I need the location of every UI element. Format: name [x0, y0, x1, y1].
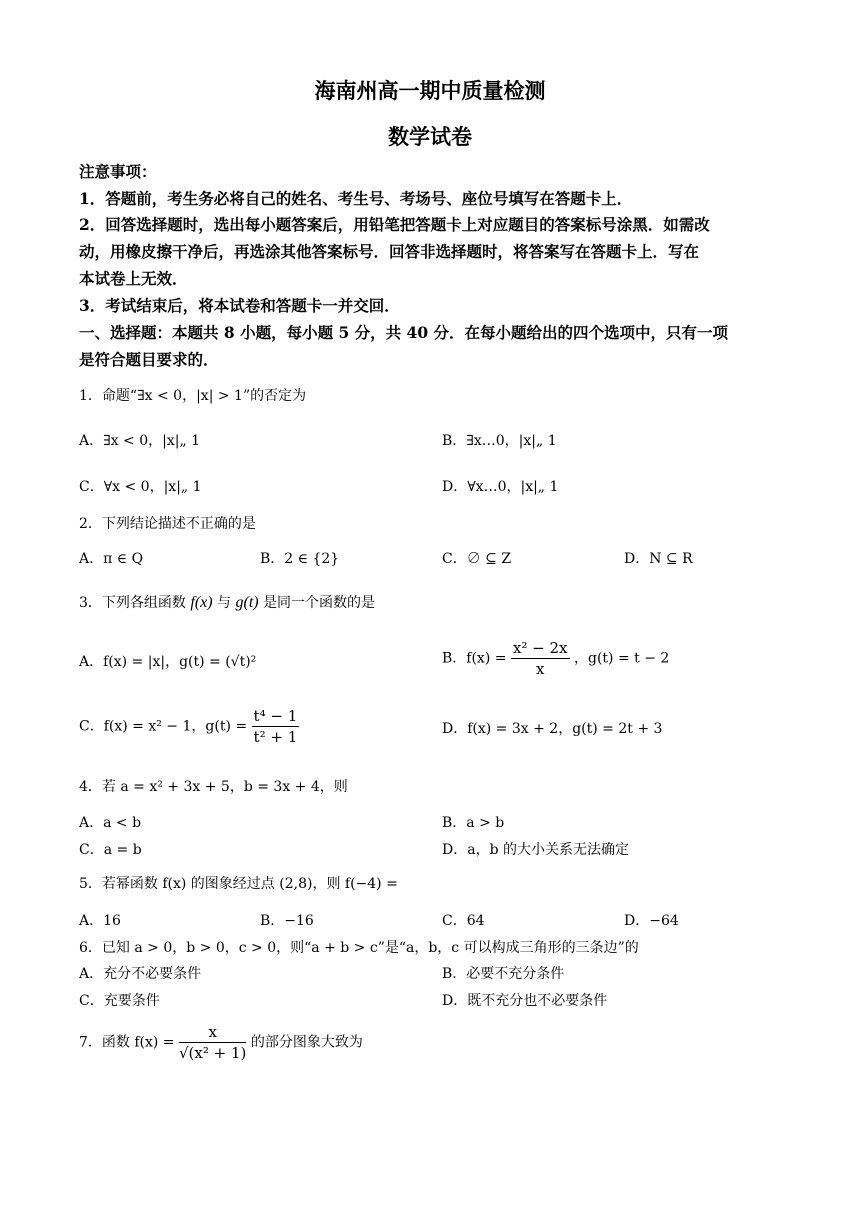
question-2-stem: 2．下列结论描述不正确的是	[79, 516, 256, 532]
question-3-option-c-prefix: C．f(x) = x² − 1，g(t) =	[79, 718, 248, 735]
question-6-stem: 6．已知 a > 0，b > 0，c > 0，则“a + b > c”是“a，b，c 可以构成三角形的三条边”的	[79, 940, 639, 956]
question-4-option-c: C．a = b	[79, 842, 142, 858]
section-heading-2: 是符合题目要求的．	[79, 350, 219, 369]
question-3-option-b-fraction	[511, 638, 570, 679]
question-5-option-c: C．64	[442, 913, 485, 929]
question-3-g-label: g(t)	[235, 594, 259, 611]
question-3-stem-b: 与	[217, 595, 232, 611]
question-1-stem: 1．命题“∃x < 0，|x| > 1”的否定为	[79, 388, 307, 404]
page-subtitle: 数学试卷	[388, 124, 472, 149]
question-5-option-d: D．−64	[624, 913, 679, 929]
question-7-fraction	[179, 1022, 246, 1063]
question-3-stem-a: 3．下列各组函数	[79, 595, 186, 611]
fraction-denominator: √(x² + 1)	[179, 1044, 247, 1062]
note-line-3: 3．考试结束后，将本试卷和答题卡一并交回．	[79, 296, 400, 315]
question-6-option-a: A．充分不必要条件	[79, 966, 202, 982]
question-4-option-a: A．a < b	[79, 815, 142, 831]
question-5-option-b: B．−16	[260, 913, 314, 929]
question-3-option-c-fraction	[252, 706, 300, 747]
question-1-option-a: A．∃x < 0，|x|„ 1	[79, 433, 201, 449]
question-3-stem-c: 是同一个函数的是	[263, 595, 376, 611]
question-5-stem: 5．若幂函数 f(x) 的图象经过点 (2,8)，则 f(−4) =	[79, 876, 398, 892]
question-3-option-b-suffix: ，g(t) = t − 2	[573, 650, 670, 667]
question-3-option-b-prefix: B．f(x) =	[442, 650, 507, 667]
question-2-option-b: B．2 ∈ {2}	[260, 551, 340, 567]
question-1-option-c: C．∀x < 0，|x|„ 1	[79, 479, 202, 495]
fraction-numerator: t⁴ − 1	[253, 707, 298, 725]
question-6-option-c: C．充要条件	[79, 993, 160, 1009]
note-line-2a: 2．回答选择题时，选出每小题答案后，用铅笔把答题卡上对应题目的答案标号涂黑．如需改	[79, 215, 710, 234]
question-1-option-d: D．∀x…0，|x|„ 1	[442, 479, 559, 495]
question-7-stem-prefix: 7．函数 f(x) =	[79, 1034, 175, 1051]
question-1-option-b: B．∃x…0，|x|„ 1	[442, 433, 557, 449]
question-7-stem	[79, 1022, 363, 1063]
question-3-f-label: f(x)	[190, 594, 213, 611]
question-3-option-d: D．f(x) = 3x + 2，g(t) = 2t + 3	[442, 721, 663, 737]
note-line-2c: 本试卷上无效．	[79, 269, 188, 288]
question-6-option-b: B．必要不充分条件	[442, 966, 565, 982]
note-line-1: 1．答题前，考生务必将自己的姓名、考生号、考场号、座位号填写在答题卡上．	[79, 189, 633, 208]
question-5-option-a: A．16	[79, 913, 121, 929]
fraction-denominator: t² + 1	[253, 728, 298, 746]
question-7-stem-suffix: 的部分图象大致为	[250, 1034, 363, 1051]
question-3-option-b	[442, 638, 669, 679]
question-3-stem	[79, 592, 375, 612]
notes-heading: 注意事项：	[79, 162, 157, 181]
question-3-option-a: A．f(x) = |x|，g(t) = (√t)²	[79, 654, 257, 670]
fraction-numerator: x² − 2x	[512, 639, 568, 657]
question-4-option-b: B．a > b	[442, 815, 505, 831]
question-2-option-a: A．π ∈ Q	[79, 551, 144, 567]
page-title: 海南州高一期中质量检测	[314, 78, 546, 103]
fraction-denominator: x	[536, 660, 545, 678]
question-6-option-d: D．既不充分也不必要条件	[442, 993, 608, 1009]
question-3-option-c	[79, 706, 299, 747]
question-4-stem: 4．若 a = x² + 3x + 5，b = 3x + 4，则	[79, 779, 348, 795]
question-2-option-d: D．N ⊆ R	[624, 551, 693, 567]
section-heading-1: 一、选择题：本题共 8 小题，每小题 5 分，共 40 分．在每小题给出的四个选项中，只有一项	[79, 323, 729, 342]
fraction-numerator: x	[179, 1022, 246, 1043]
question-4-option-d: D．a，b 的大小关系无法确定	[442, 842, 629, 858]
note-line-2b: 动，用橡皮擦干净后，再选涂其他答案标号．回答非选择题时，将答案写在答题卡上．写在	[79, 242, 700, 261]
question-2-option-c: C．∅ ⊆ Z	[442, 551, 512, 567]
